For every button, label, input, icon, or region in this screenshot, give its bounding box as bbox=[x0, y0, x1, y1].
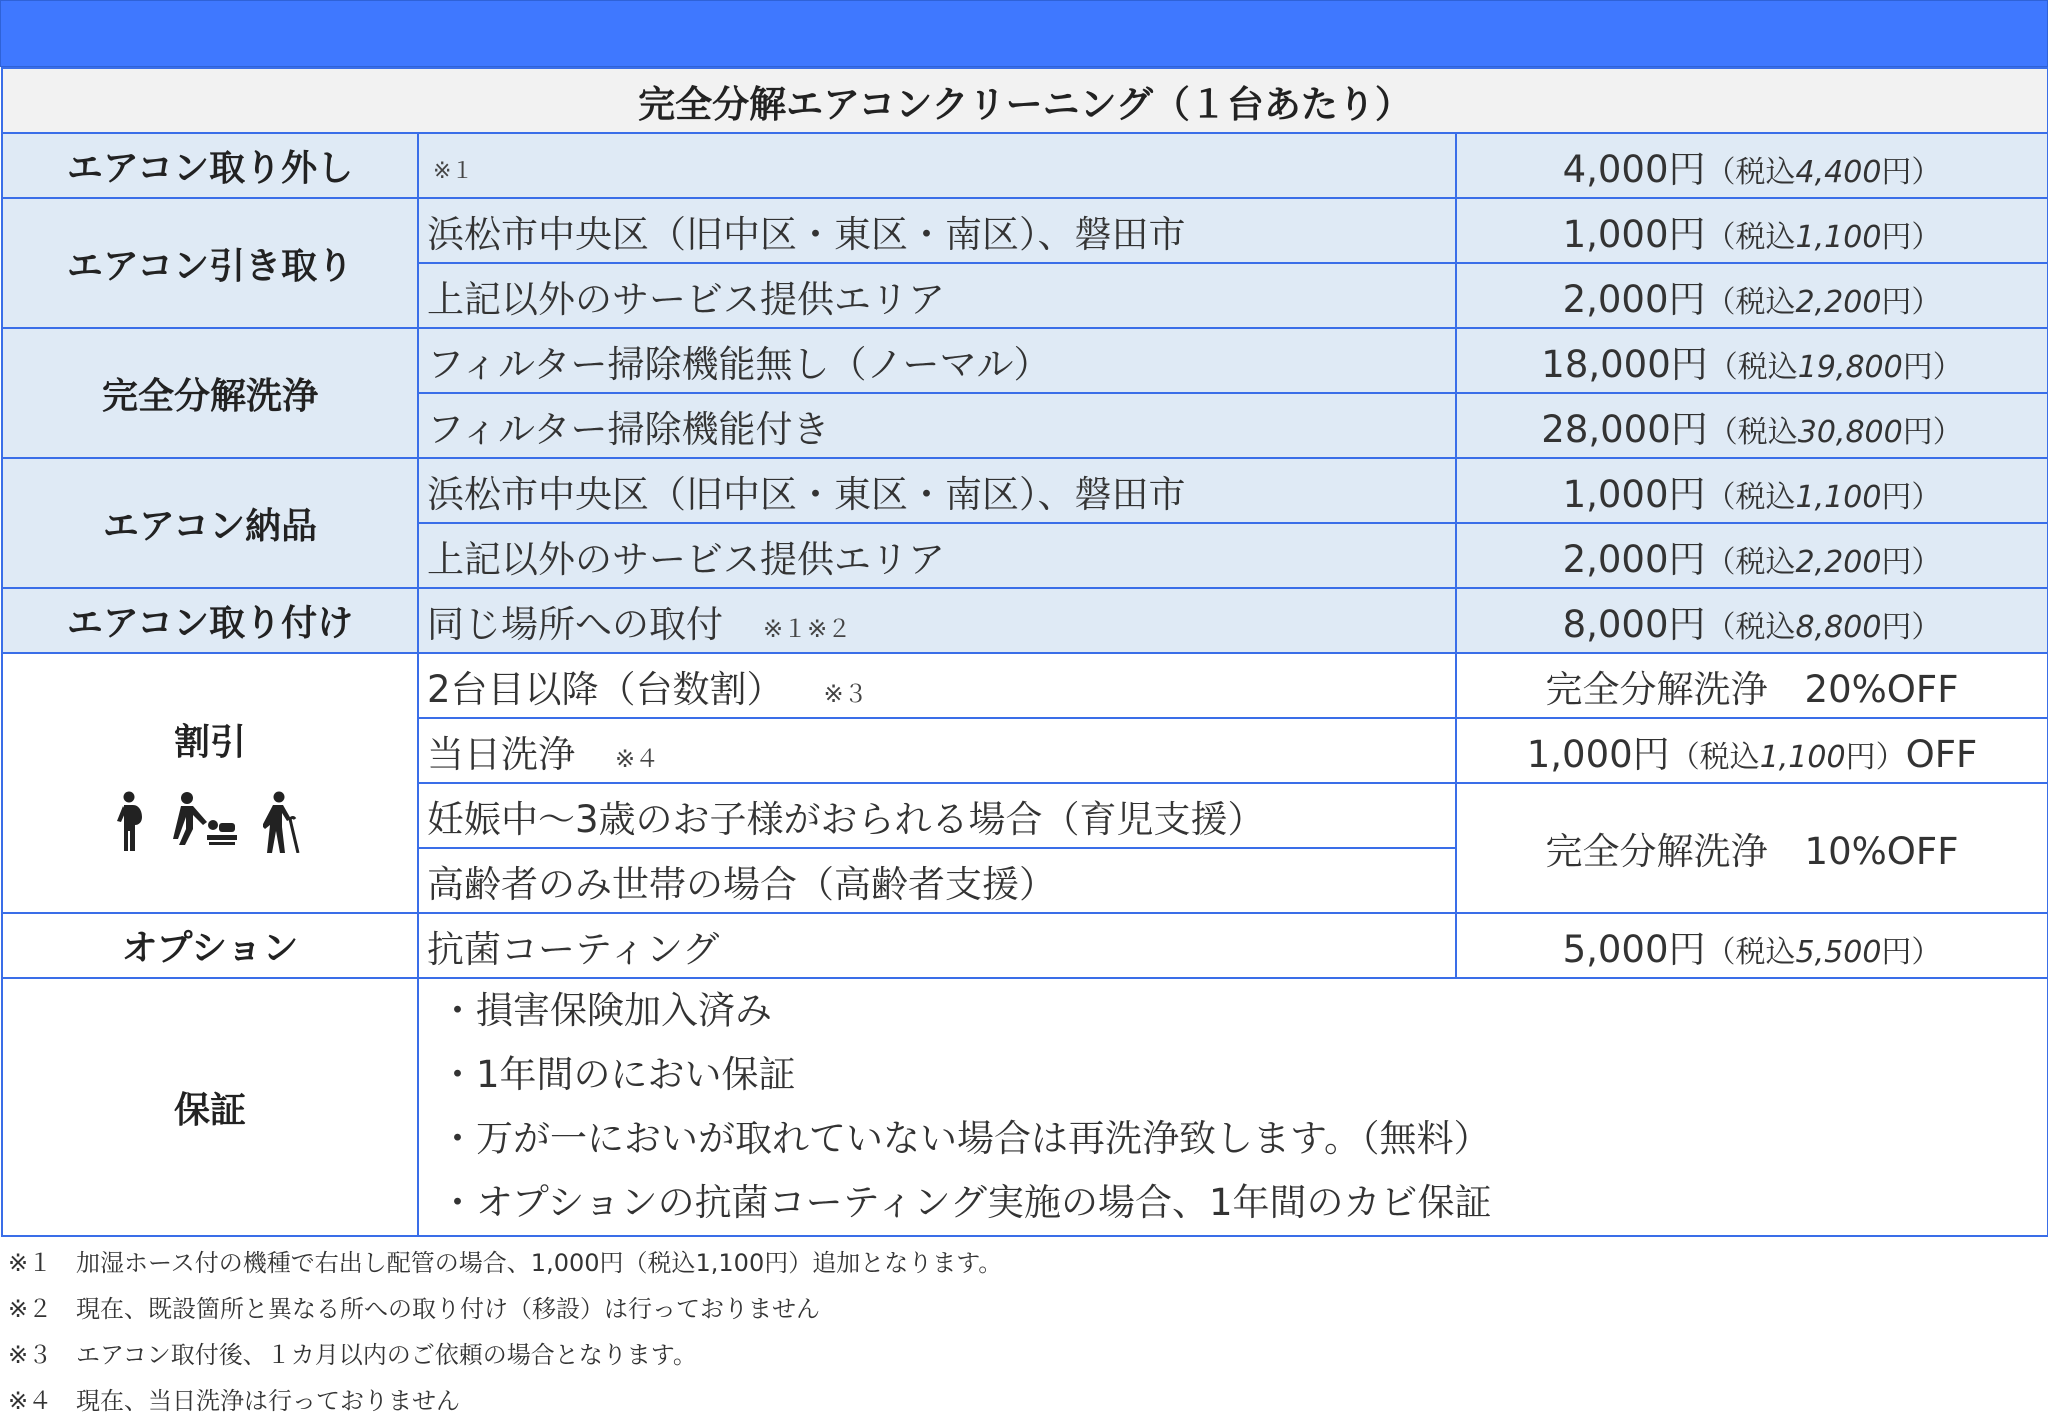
footnote bbox=[8, 1286, 2048, 1332]
footnote bbox=[8, 1332, 2048, 1378]
price: 1,000円 bbox=[1562, 212, 1706, 256]
footnote-text: 現在、当日洗浄は行っておりません bbox=[76, 1387, 460, 1415]
table-title-row bbox=[2, 68, 2048, 133]
guarantee-item: ・万が一においが取れていない場合は再洗浄致します。（無料） bbox=[439, 1117, 1491, 1160]
footnote-text: 加湿ホース付の機種で右出し配管の場合、1,000円（税込1,100円）追加となります。 bbox=[76, 1249, 1003, 1277]
price-cell bbox=[1456, 198, 2048, 263]
item-desc: フィルター掃除機能付き bbox=[418, 393, 1456, 458]
discount-value-cell bbox=[1456, 718, 2048, 783]
discount-value: 完全分解洗浄 10%OFF bbox=[1456, 783, 2048, 913]
table-row bbox=[2, 458, 2048, 523]
table-row bbox=[2, 133, 2048, 198]
category-pickup: エアコン引き取り bbox=[2, 198, 418, 328]
childcare-icon bbox=[173, 791, 237, 853]
item-desc: 上記以外のサービス提供エリア bbox=[418, 523, 1456, 588]
note-mark: ※４ bbox=[615, 744, 660, 773]
discount-desc-cell bbox=[418, 653, 1456, 718]
tax-included: （税込1,100円） bbox=[1669, 739, 1906, 775]
note-mark: ※１※２ bbox=[763, 614, 852, 643]
category-cleaning: 完全分解洗浄 bbox=[2, 328, 418, 458]
category-discount-cell bbox=[2, 653, 418, 913]
price: 2,000円 bbox=[1562, 277, 1706, 321]
price-cell bbox=[1456, 523, 2048, 588]
discount-desc-cell bbox=[418, 718, 1456, 783]
price-cell bbox=[1456, 913, 2048, 978]
note-mark: ※１ bbox=[433, 159, 474, 184]
category-discount: 割引 bbox=[173, 721, 246, 763]
guarantee-item: ・損害保険加入済み bbox=[439, 989, 772, 1032]
tax-included: （税込2,200円） bbox=[1705, 284, 1942, 320]
footnote-mark: ※４ bbox=[8, 1387, 53, 1415]
discount-icons bbox=[3, 791, 417, 853]
table-row bbox=[2, 588, 2048, 653]
pregnant-woman-icon bbox=[117, 791, 147, 853]
item-desc: 妊娠中～3歳のお子様がおられる場合（育児支援） bbox=[418, 783, 1456, 848]
price: 5,000円 bbox=[1562, 927, 1706, 971]
item-desc: 浜松市中央区（旧中区・東区・南区）、磐田市 bbox=[418, 458, 1456, 523]
table-row bbox=[2, 913, 2048, 978]
table-row bbox=[2, 978, 2048, 1236]
guarantee-list bbox=[418, 978, 2048, 1236]
footnote-text: エアコン取付後、１カ月以内のご依頼の場合となります。 bbox=[76, 1341, 697, 1369]
price: 8,000円 bbox=[1562, 602, 1706, 646]
price-cell bbox=[1456, 393, 2048, 458]
table-row bbox=[2, 653, 2048, 718]
price-cell bbox=[1456, 588, 2048, 653]
table-row bbox=[2, 198, 2048, 263]
price: 1,000円 bbox=[1562, 472, 1706, 516]
category-guarantee: 保証 bbox=[2, 978, 418, 1236]
category-option: オプション bbox=[2, 913, 418, 978]
category-delivery: エアコン納品 bbox=[2, 458, 418, 588]
price-cell bbox=[1456, 133, 2048, 198]
note-mark: ※３ bbox=[823, 679, 868, 708]
table-row bbox=[2, 328, 2048, 393]
item-desc: 当日洗浄 bbox=[427, 732, 575, 776]
item-desc: 2台目以降（台数割） bbox=[427, 667, 784, 711]
item-desc: 同じ場所への取付 bbox=[427, 602, 723, 646]
item-desc: 抗菌コーティング bbox=[418, 913, 1456, 978]
footnote bbox=[8, 1378, 2048, 1424]
price-table bbox=[1, 67, 2048, 1237]
off-label: OFF bbox=[1905, 732, 1978, 776]
tax-included: （税込30,800円） bbox=[1707, 414, 1963, 450]
footnote-mark: ※３ bbox=[8, 1341, 53, 1369]
tax-included: （税込1,100円） bbox=[1705, 219, 1942, 255]
category-install: エアコン取り付け bbox=[2, 588, 418, 653]
elderly-person-icon bbox=[263, 791, 303, 853]
price-cell bbox=[1456, 458, 2048, 523]
footnotes bbox=[0, 1240, 2048, 1424]
tax-included: （税込4,400円） bbox=[1705, 154, 1942, 190]
footnote-mark: ※２ bbox=[8, 1295, 53, 1323]
category-removal: エアコン取り外し bbox=[2, 133, 418, 198]
item-desc: 上記以外のサービス提供エリア bbox=[418, 263, 1456, 328]
tax-included: （税込19,800円） bbox=[1707, 349, 1963, 385]
install-desc-cell bbox=[418, 588, 1456, 653]
price: 4,000円 bbox=[1562, 147, 1706, 191]
price: 28,000円 bbox=[1541, 407, 1708, 451]
table-title: 完全分解エアコンクリーニング（１台あたり） bbox=[2, 68, 2048, 133]
guarantee-item: ・オプションの抗菌コーティング実施の場合、1年間のカビ保証 bbox=[439, 1181, 1492, 1224]
header-bar bbox=[0, 0, 2048, 67]
price-cell bbox=[1456, 328, 2048, 393]
item-desc: 浜松市中央区（旧中区・東区・南区）、磐田市 bbox=[418, 198, 1456, 263]
discount-value: 完全分解洗浄 20%OFF bbox=[1456, 653, 2048, 718]
footnote-mark: ※１ bbox=[8, 1249, 53, 1277]
price: 1,000円 bbox=[1526, 732, 1670, 776]
removal-desc-cell bbox=[418, 133, 1456, 198]
tax-included: （税込2,200円） bbox=[1705, 544, 1942, 580]
footnote bbox=[8, 1240, 2048, 1286]
item-desc: フィルター掃除機能無し（ノーマル） bbox=[418, 328, 1456, 393]
guarantee-item: ・1年間のにおい保証 bbox=[439, 1053, 796, 1096]
tax-included: （税込1,100円） bbox=[1705, 479, 1942, 515]
price: 18,000円 bbox=[1541, 342, 1708, 386]
price: 2,000円 bbox=[1562, 537, 1706, 581]
price-cell bbox=[1456, 263, 2048, 328]
tax-included: （税込5,500円） bbox=[1705, 934, 1942, 970]
item-desc: 高齢者のみ世帯の場合（高齢者支援） bbox=[418, 848, 1456, 913]
footnote-text: 現在、既設箇所と異なる所への取り付け（移設）は行っておりません bbox=[76, 1295, 820, 1323]
tax-included: （税込8,800円） bbox=[1705, 609, 1942, 645]
